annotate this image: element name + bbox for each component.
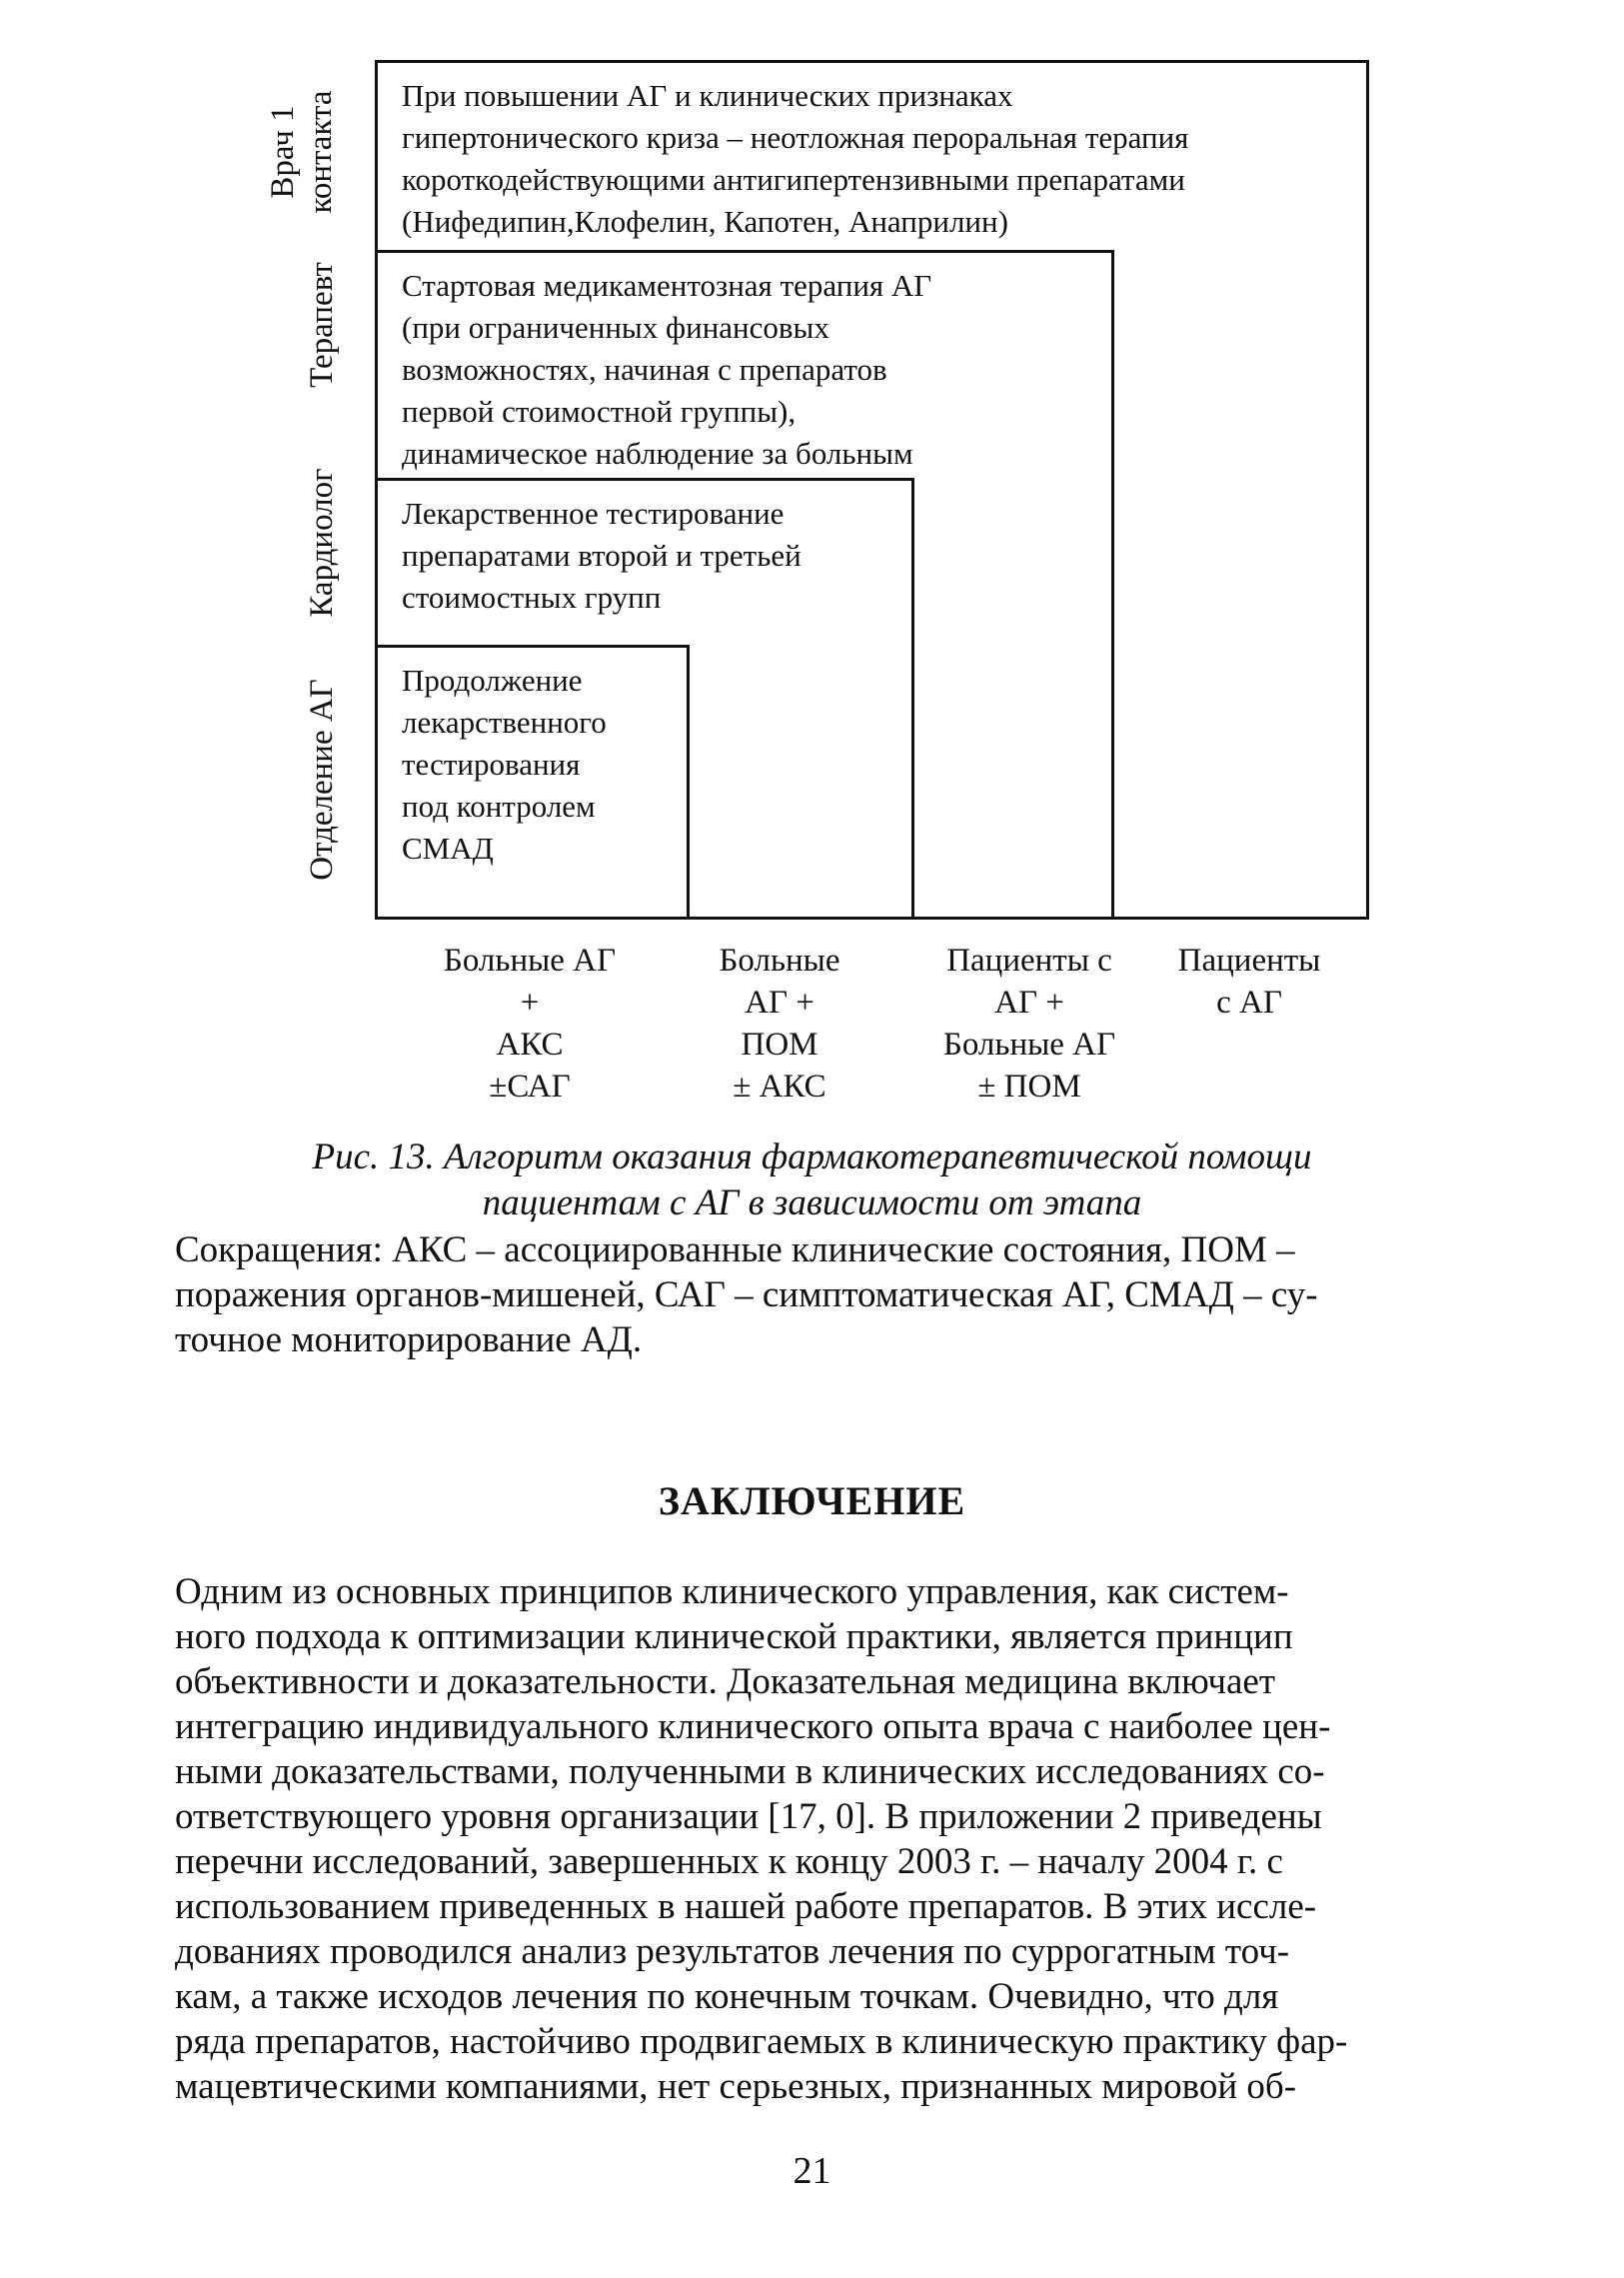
box-therapist: Стартовая медикаментозная терапия АГ (при ограниченных финансовых возможностях, начиная с препаратов первой стоимостной группы), динамическое наблюдение за больным bbox=[375, 250, 1114, 920]
body-line: использованием приведенных в нашей работе препаратов. В этих иссле- bbox=[175, 1886, 1317, 1927]
page-number: 21 bbox=[793, 2150, 831, 2192]
box-first-contact: При повышении АГ и клинических признаках гипертонического криза – неотложная пероральная терапия короткодействующими антигипертензивными препаратами (Нифедипин,Клофелин, Капотен, Анаприлин) bbox=[375, 60, 1369, 920]
column-label-1: Больные АГ + АКС ±САГ bbox=[443, 943, 617, 1105]
side-label-doctor: Врач 1 контакта bbox=[265, 90, 339, 214]
box-department: Продолжение лекарственного тестирования под контролем СМАД bbox=[375, 645, 690, 920]
body-line: ного подхода к оптимизации клинической практики, является принцип bbox=[175, 1616, 1293, 1657]
body-line: ответствующего уровня организации [17, 0]. В приложении 2 приведены bbox=[175, 1796, 1322, 1837]
column-label-3: Пациенты с АГ + Больные АГ ± ПОМ bbox=[942, 943, 1116, 1105]
column-label-4: Пациенты с АГ bbox=[1177, 943, 1321, 1021]
figure-caption: Рис. 13. Алгоритм оказания фармакотерапевтической помощи пациентам с АГ в зависимости от этапа bbox=[312, 1137, 1312, 1223]
body-line: ными доказательствами, полученными в клинических исследованиях со- bbox=[175, 1751, 1325, 1792]
abbreviations-paragraph: Сокращения: АКС – ассоциированные клинические состояния, ПОМ – поражения органов-мишеней, САГ – симптоматическая АГ, СМАД – су- точное мониторирование АД. bbox=[175, 1229, 1318, 1360]
body-line: ряда препаратов, настойчиво продвигаемых в клиническую практику фар- bbox=[175, 2021, 1348, 2062]
box-cardiologist: Лекарственное тестирование препаратами второй и третьей стоимостных групп bbox=[375, 478, 914, 920]
body-line: дованиях проводился анализ результатов лечения по суррогатным точ- bbox=[175, 1931, 1290, 1972]
conclusion-paragraph bbox=[175, 1569, 1514, 2109]
body-line: интеграцию индивидуального клинического опыта врача с наиболее цен- bbox=[175, 1706, 1331, 1747]
body-line: мацевтическими компаниями, нет серьезных, признанных мировой об- bbox=[175, 2066, 1297, 2107]
body-line: кам, а также исходов лечения по конечным точкам. Очевидно, что для bbox=[175, 1976, 1279, 2017]
body-line: объективности и доказательности. Доказательная медицина включает bbox=[175, 1661, 1275, 1702]
body-line: перечни исследований, завершенных к концу 2003 г. – началу 2004 г. с bbox=[175, 1841, 1283, 1882]
body-line: Одним из основных принципов клинического управления, как систем- bbox=[175, 1571, 1289, 1612]
side-label-cardiologist: Кардиолог bbox=[304, 468, 340, 618]
diagram-baseline bbox=[375, 917, 1369, 920]
side-label-therapist: Терапевт bbox=[304, 262, 340, 388]
section-heading: ЗАКЛЮЧЕНИЕ bbox=[658, 1478, 966, 1523]
side-label-department: Отделение АГ bbox=[304, 679, 340, 881]
column-label-2: Больные АГ + ПОМ ± АКС bbox=[719, 943, 840, 1105]
